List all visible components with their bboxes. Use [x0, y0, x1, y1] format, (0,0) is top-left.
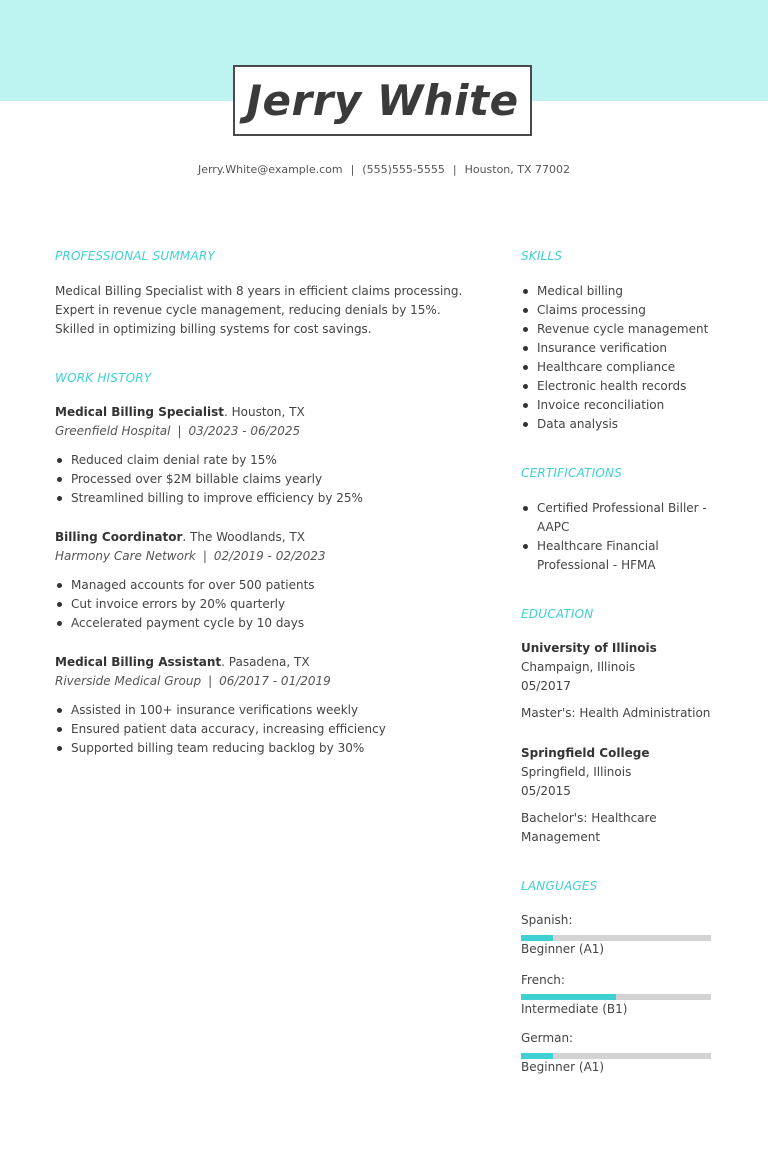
job-separator: | — [208, 674, 213, 688]
job-location: . Houston, TX — [224, 405, 305, 419]
list-item: Reduced claim denial rate by 15% — [55, 451, 363, 470]
job-bullets — [55, 701, 386, 758]
job-dates: 02/2019 - 02/2023 — [213, 549, 326, 563]
job-company: Greenfield Hospital — [55, 424, 171, 438]
job-role: Billing Coordinator — [55, 530, 183, 544]
skills-list — [521, 282, 708, 434]
list-item: Electronic health records — [521, 377, 708, 396]
job-separator: | — [202, 549, 207, 563]
contact-line — [0, 163, 768, 176]
contact-location: Houston, TX 77002 — [464, 163, 571, 176]
list-item: Supported billing team reducing backlog by 30% — [55, 739, 386, 758]
education-school: University of Illinois — [521, 641, 657, 655]
list-item: Certified Professional Biller - AAPC — [521, 499, 711, 537]
education-heading: EDUCATION — [521, 607, 594, 621]
language-proficiency-bar — [521, 1053, 711, 1059]
contact-email[interactable]: Jerry.White@example.com — [197, 163, 343, 176]
list-item: Ensured patient data accuracy, increasing efficiency — [55, 720, 386, 739]
job-company: Riverside Medical Group — [55, 674, 202, 688]
skills-heading: SKILLS — [521, 249, 563, 263]
job-bullets — [55, 451, 363, 508]
contact-separator: | — [452, 163, 457, 176]
certifications-heading: CERTIFICATIONS — [521, 466, 623, 480]
education-place: Springfield, Illinois — [521, 765, 632, 779]
contact-phone[interactable]: (555)555-5555 — [362, 163, 445, 176]
job-title — [55, 530, 305, 544]
list-item: Data analysis — [521, 415, 708, 434]
list-item: Invoice reconciliation — [521, 396, 708, 415]
list-item: Processed over $2M billable claims yearly — [55, 470, 363, 489]
job-company-dates — [55, 674, 331, 688]
list-item: Accelerated payment cycle by 10 days — [55, 614, 315, 633]
name-box — [233, 65, 532, 136]
job-dates: 03/2023 - 06/2025 — [188, 424, 301, 438]
job-company-dates — [55, 549, 326, 563]
languages-heading: LANGUAGES — [521, 879, 598, 893]
language-name: Spanish: — [521, 913, 573, 927]
language-level: Beginner (A1) — [521, 1060, 605, 1074]
list-item: Healthcare compliance — [521, 358, 708, 377]
list-item: Managed accounts for over 500 patients — [55, 576, 315, 595]
job-title — [55, 655, 310, 669]
list-item: Assisted in 100+ insurance verifications weekly — [55, 701, 386, 720]
list-item: Insurance verification — [521, 339, 708, 358]
language-proficiency-fill — [521, 935, 553, 941]
language-name: French: — [521, 973, 565, 987]
list-item: Streamlined billing to improve efficiency by 25% — [55, 489, 363, 508]
contact-separator: | — [350, 163, 355, 176]
language-level: Intermediate (B1) — [521, 1002, 628, 1016]
job-role: Medical Billing Specialist — [55, 405, 224, 419]
list-item: Revenue cycle management — [521, 320, 708, 339]
job-location: . The Woodlands, TX — [182, 530, 305, 544]
education-place: Champaign, Illinois — [521, 660, 636, 674]
language-name: German: — [521, 1031, 574, 1045]
education-date: 05/2015 — [521, 784, 571, 798]
summary-heading: PROFESSIONAL SUMMARY — [55, 249, 215, 263]
candidate-name: Jerry White — [246, 76, 519, 125]
list-item: Claims processing — [521, 301, 708, 320]
language-proficiency-fill — [521, 1053, 553, 1059]
education-degree: Master's: Health Administration — [521, 706, 711, 720]
language-proficiency-fill — [521, 994, 616, 1000]
list-item: Medical billing — [521, 282, 708, 301]
language-proficiency-bar — [521, 994, 711, 1000]
job-company-dates — [55, 424, 300, 438]
job-separator: | — [177, 424, 182, 438]
language-level: Beginner (A1) — [521, 942, 605, 956]
education-degree: Bachelor's: Healthcare Management — [521, 811, 657, 844]
language-proficiency-bar — [521, 935, 711, 941]
summary-text: Medical Billing Specialist with 8 years in efficient claims processing. Expert in revenue cycle management, reducing denials by 15%. Skilled in optimizing billing systems for cost savings. — [55, 284, 463, 336]
job-role: Medical Billing Assistant — [55, 655, 222, 669]
job-bullets — [55, 576, 315, 633]
certifications-list — [521, 499, 711, 575]
job-dates: 06/2017 - 01/2019 — [219, 674, 331, 688]
job-title — [55, 405, 305, 419]
education-date: 05/2017 — [521, 679, 571, 693]
list-item: Cut invoice errors by 20% quarterly — [55, 595, 315, 614]
job-company: Harmony Care Network — [55, 549, 196, 563]
education-school: Springfield College — [521, 746, 650, 760]
work-history-heading: WORK HISTORY — [55, 371, 152, 385]
list-item: Healthcare Financial Professional - HFMA — [521, 537, 711, 575]
job-location: . Pasadena, TX — [221, 655, 310, 669]
